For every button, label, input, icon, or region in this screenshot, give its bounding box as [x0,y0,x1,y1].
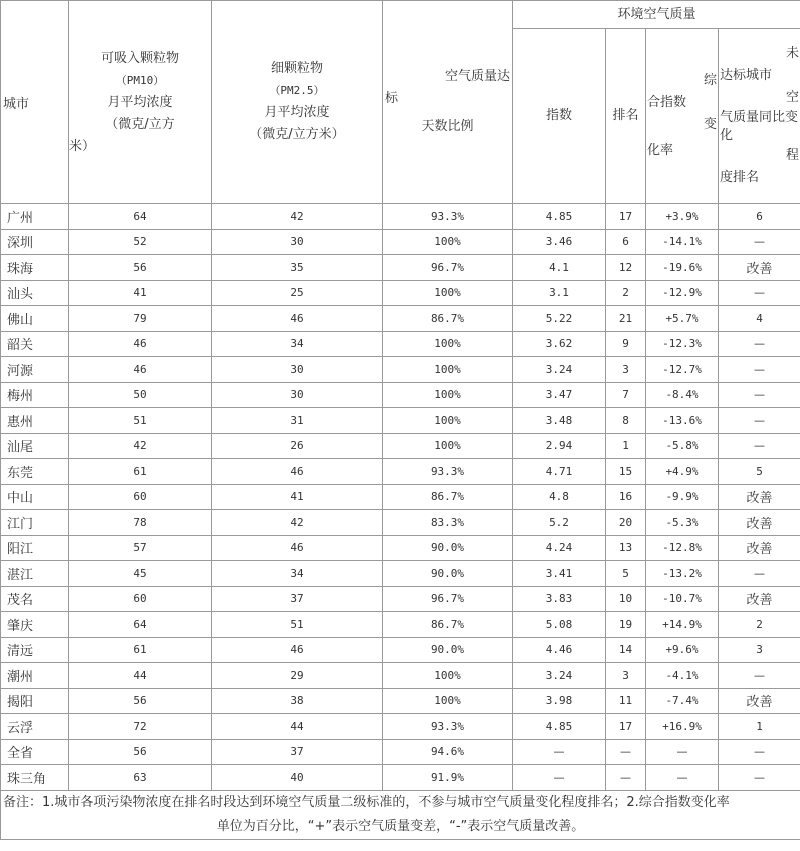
cell-pm25: 29 [212,663,383,689]
cell-ratio: 93.3% [383,204,513,230]
cell-unmet: 改善 [719,688,800,714]
cell-city: 汕尾 [1,433,69,459]
cell-unmet: — [719,433,800,459]
cell-city: 东莞 [1,459,69,485]
cell-rank: 3 [606,357,646,383]
cell-change: -12.7% [646,357,719,383]
cell-index: 3.83 [513,586,606,612]
header-ratio-line2: 天数比例 [421,119,474,134]
cell-pm25: 31 [212,408,383,434]
cell-city: 江门 [1,510,69,536]
cell-pm25: 30 [212,229,383,255]
cell-change: -9.9% [646,484,719,510]
cell-rank: 20 [606,510,646,536]
cell-rank: 2 [606,280,646,306]
cell-unmet: — [719,408,800,434]
cell-city: 潮州 [1,663,69,689]
header-ratio-prefix: 标 [385,91,399,106]
cell-unmet: — [719,229,800,255]
cell-ratio: 100% [383,357,513,383]
header-pm10 [69,1,212,204]
cell-unmet: 改善 [719,586,800,612]
cell-ratio: 90.0% [383,561,513,587]
header-index: 指数 [513,29,606,204]
cell-index: 3.46 [513,229,606,255]
table-row [1,229,800,255]
cell-pm25: 46 [212,535,383,561]
cell-unmet: 5 [719,459,800,485]
table-row [1,459,800,485]
cell-pm10: 51 [69,408,212,434]
cell-unmet: 6 [719,204,800,230]
cell-rank: — [606,739,646,765]
header-ratio-line1: 空气质量达 [444,69,510,84]
cell-unmet: 改善 [719,484,800,510]
table-row [1,739,800,765]
cell-unmet: — [719,561,800,587]
cell-index: 4.24 [513,535,606,561]
cell-index: 5.08 [513,612,606,638]
cell-rank: — [606,765,646,791]
cell-rank: 15 [606,459,646,485]
cell-unmet: 改善 [719,510,800,536]
cell-pm10: 52 [69,229,212,255]
cell-unmet: — [719,382,800,408]
cell-index: — [513,739,606,765]
cell-pm25: 34 [212,561,383,587]
cell-rank: 7 [606,382,646,408]
cell-pm10: 64 [69,612,212,638]
cell-pm10: 56 [69,739,212,765]
table-row [1,714,800,740]
cell-city: 阳江 [1,535,69,561]
cell-change: +5.7% [646,306,719,332]
cell-city: 珠三角 [1,765,69,791]
cell-pm10: 56 [69,255,212,281]
header-pm10-line4: （微克/立方 [105,117,175,132]
cell-change: -13.6% [646,408,719,434]
cell-pm25: 41 [212,484,383,510]
cell-pm25: 34 [212,331,383,357]
cell-unmet: 3 [719,637,800,663]
table-row [1,586,800,612]
cell-pm25: 37 [212,586,383,612]
cell-ratio: 83.3% [383,510,513,536]
table-row [1,637,800,663]
cell-rank: 8 [606,408,646,434]
cell-pm10: 63 [69,765,212,791]
cell-ratio: 86.7% [383,484,513,510]
cell-pm10: 79 [69,306,212,332]
header-unmet-b: 达标城市 [720,68,773,83]
table-row [1,663,800,689]
table-row [1,612,800,638]
cell-pm10: 44 [69,663,212,689]
cell-city: 韶关 [1,331,69,357]
header-unmet-e: 程 [786,148,800,163]
cell-city: 佛山 [1,306,69,332]
cell-rank: 14 [606,637,646,663]
cell-pm10: 60 [69,586,212,612]
cell-ratio: 96.7% [383,586,513,612]
table-row [1,382,800,408]
cell-index: 3.1 [513,280,606,306]
cell-rank: 9 [606,331,646,357]
table-row [1,561,800,587]
cell-rank: 10 [606,586,646,612]
cell-change: -5.8% [646,433,719,459]
table-header [1,1,800,204]
cell-pm10: 45 [69,561,212,587]
cell-index: 3.24 [513,357,606,383]
cell-city: 云浮 [1,714,69,740]
cell-rank: 11 [606,688,646,714]
cell-ratio: 100% [383,280,513,306]
header-unmet-c: 空 [786,90,800,105]
cell-pm25: 40 [212,765,383,791]
cell-pm10: 41 [69,280,212,306]
cell-rank: 19 [606,612,646,638]
cell-change: +14.9% [646,612,719,638]
cell-pm25: 46 [212,459,383,485]
cell-unmet: 改善 [719,535,800,561]
cell-city: 湛江 [1,561,69,587]
header-pm25-line2: （PM2.5） [269,84,325,97]
cell-change: -4.1% [646,663,719,689]
cell-pm25: 30 [212,382,383,408]
cell-city: 广州 [1,204,69,230]
cell-pm25: 44 [212,714,383,740]
cell-change: -12.3% [646,331,719,357]
cell-city: 清远 [1,637,69,663]
cell-pm10: 61 [69,637,212,663]
cell-ratio: 100% [383,433,513,459]
cell-city: 肇庆 [1,612,69,638]
cell-rank: 13 [606,535,646,561]
header-unmet-d: 气质量同比变化 [720,110,799,143]
cell-pm25: 46 [212,637,383,663]
cell-unmet: — [719,739,800,765]
cell-change: -12.9% [646,280,719,306]
cell-change: -19.6% [646,255,719,281]
table-body [1,204,800,791]
cell-city: 珠海 [1,255,69,281]
cell-ratio: 100% [383,663,513,689]
cell-ratio: 100% [383,688,513,714]
cell-pm25: 25 [212,280,383,306]
cell-pm10: 72 [69,714,212,740]
header-pm25-line3: 月平均浓度 [264,105,330,120]
cell-unmet: — [719,663,800,689]
cell-city: 全省 [1,739,69,765]
cell-index: 3.41 [513,561,606,587]
cell-unmet: — [719,765,800,791]
cell-pm25: 30 [212,357,383,383]
cell-unmet: 2 [719,612,800,638]
cell-index: 4.1 [513,255,606,281]
cell-ratio: 96.7% [383,255,513,281]
cell-ratio: 100% [383,331,513,357]
cell-ratio: 93.3% [383,459,513,485]
cell-pm10: 57 [69,535,212,561]
table-row [1,306,800,332]
header-change [646,29,719,204]
cell-pm10: 64 [69,204,212,230]
cell-city: 惠州 [1,408,69,434]
cell-index: 3.48 [513,408,606,434]
table-row [1,688,800,714]
cell-pm25: 42 [212,204,383,230]
cell-ratio: 90.0% [383,637,513,663]
cell-index: 3.47 [513,382,606,408]
table-row [1,280,800,306]
cell-change: +9.6% [646,637,719,663]
cell-index: 3.98 [513,688,606,714]
cell-index: 4.8 [513,484,606,510]
cell-change: -5.3% [646,510,719,536]
table-row [1,204,800,230]
cell-pm25: 35 [212,255,383,281]
table-row [1,484,800,510]
cell-rank: 21 [606,306,646,332]
header-rank: 排名 [606,29,646,204]
cell-index: 4.46 [513,637,606,663]
header-env-quality: 环境空气质量 [513,1,800,29]
cell-ratio: 100% [383,408,513,434]
header-unmet-f: 度排名 [720,170,760,185]
cell-rank: 6 [606,229,646,255]
cell-pm10: 78 [69,510,212,536]
cell-change: +3.9% [646,204,719,230]
cell-pm10: 56 [69,688,212,714]
header-ratio [383,1,513,204]
cell-unmet: 1 [719,714,800,740]
cell-unmet: — [719,280,800,306]
cell-city: 深圳 [1,229,69,255]
cell-change: -10.7% [646,586,719,612]
cell-city: 梅州 [1,382,69,408]
cell-ratio: 100% [383,229,513,255]
header-change-a: 综 [703,73,717,88]
header-change-d: 化率 [647,143,674,158]
cell-pm25: 46 [212,306,383,332]
cell-change: -13.2% [646,561,719,587]
table-note [1,790,800,839]
cell-pm25: 38 [212,688,383,714]
cell-city: 汕头 [1,280,69,306]
cell-pm10: 42 [69,433,212,459]
header-pm25-line1: 细颗粒物 [270,61,323,76]
cell-change: -8.4% [646,382,719,408]
table-row [1,331,800,357]
cell-change: +4.9% [646,459,719,485]
cell-rank: 17 [606,714,646,740]
cell-index: 4.71 [513,459,606,485]
header-pm10-line1: 可吸入颗粒物 [100,51,179,66]
cell-city: 揭阳 [1,688,69,714]
header-unmet [719,29,800,204]
cell-pm10: 60 [69,484,212,510]
cell-change: -7.4% [646,688,719,714]
cell-ratio: 91.9% [383,765,513,791]
header-unmet-a: 未 [786,46,800,61]
header-pm10-line3: 月平均浓度 [107,95,173,110]
table-row [1,255,800,281]
cell-index: — [513,765,606,791]
cell-unmet: — [719,331,800,357]
header-pm25 [212,1,383,204]
cell-ratio: 100% [383,382,513,408]
cell-change: — [646,739,719,765]
cell-index: 5.22 [513,306,606,332]
cell-city: 茂名 [1,586,69,612]
cell-unmet: 改善 [719,255,800,281]
cell-index: 2.94 [513,433,606,459]
cell-rank: 3 [606,663,646,689]
table-row [1,433,800,459]
cell-index: 5.2 [513,510,606,536]
cell-rank: 5 [606,561,646,587]
header-pm10-line5: 米） [69,139,96,154]
cell-pm10: 46 [69,357,212,383]
cell-unmet: 4 [719,306,800,332]
table-row [1,408,800,434]
table-row [1,535,800,561]
note-line1: 备注：1.城市各项污染物浓度在排名时段达到环境空气质量二级标准的，不参与城市空气质量变化程度排名；2.综合指数变化率 [3,794,730,810]
cell-ratio: 93.3% [383,714,513,740]
header-change-b: 合指数 [647,95,687,110]
cell-pm25: 42 [212,510,383,536]
note-line2: 单位为百分比，“+”表示空气质量变差，“-”表示空气质量改善。 [216,818,585,834]
cell-rank: 12 [606,255,646,281]
cell-index: 3.24 [513,663,606,689]
cell-ratio: 86.7% [383,612,513,638]
cell-change: -14.1% [646,229,719,255]
header-pm25-line4: （微克/立方米） [249,127,345,142]
header-change-c: 变 [703,117,717,132]
cell-change: — [646,765,719,791]
cell-change: -12.8% [646,535,719,561]
header-pm10-line2: （PM10） [115,74,165,87]
table-row [1,765,800,791]
cell-pm25: 37 [212,739,383,765]
cell-pm10: 46 [69,331,212,357]
cell-change: +16.9% [646,714,719,740]
table-row [1,357,800,383]
cell-city: 河源 [1,357,69,383]
cell-index: 3.62 [513,331,606,357]
cell-pm10: 61 [69,459,212,485]
cell-index: 4.85 [513,204,606,230]
cell-ratio: 86.7% [383,306,513,332]
cell-pm10: 50 [69,382,212,408]
cell-rank: 1 [606,433,646,459]
header-city: 城市 [1,1,69,204]
cell-pm25: 26 [212,433,383,459]
cell-pm25: 51 [212,612,383,638]
cell-ratio: 94.6% [383,739,513,765]
cell-rank: 17 [606,204,646,230]
cell-index: 4.85 [513,714,606,740]
cell-ratio: 90.0% [383,535,513,561]
cell-city: 中山 [1,484,69,510]
cell-unmet: — [719,357,800,383]
table-row [1,510,800,536]
cell-rank: 16 [606,484,646,510]
